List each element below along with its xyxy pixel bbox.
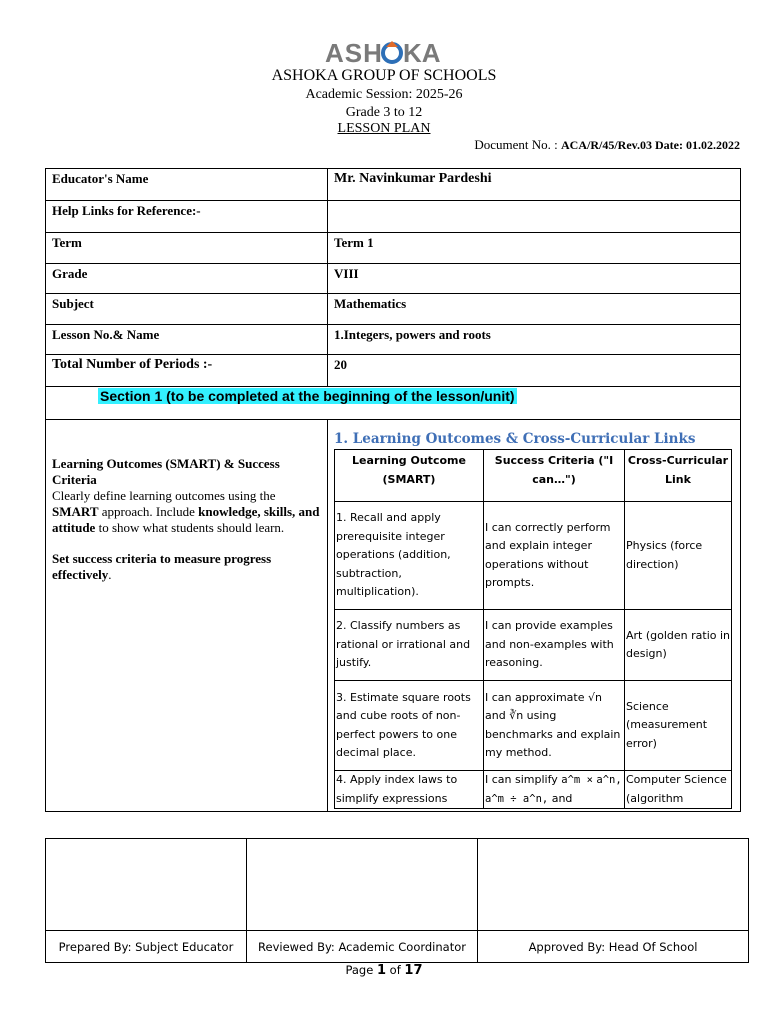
lesson-value: 1.Integers, powers and roots [328, 325, 741, 355]
link-cell: Art (golden ratio in design) [625, 610, 732, 681]
page-number: Page 1 of 17 [345, 963, 423, 978]
periods-value: 20 [328, 355, 741, 387]
criteria-cell: I can simplify a^m × a^n, a^m ÷ a^n, and [484, 771, 625, 809]
outcomes-heading: 1. Learning Outcomes & Cross-Curricular Links [334, 431, 696, 447]
educator-label: Educator's Name [46, 169, 328, 201]
outcome-cell: 1. Recall and apply prerequisite integer operations (addition, subtraction, multiplication). [335, 502, 484, 610]
table-row [46, 201, 741, 233]
document-number-label: Document No. : [474, 137, 558, 152]
table-row [335, 610, 732, 681]
table-row [46, 169, 741, 201]
approved-signature-box [478, 839, 749, 931]
table-row [46, 325, 741, 355]
reviewed-signature-box [247, 839, 478, 931]
outcomes-table-cell [328, 420, 741, 812]
svg-text:KA: KA [403, 40, 441, 66]
signature-row [46, 839, 749, 931]
term-value: Term 1 [328, 233, 741, 264]
link-cell: Physics (force direction) [625, 502, 732, 610]
grade-label: Grade [46, 264, 328, 294]
criteria-cell: I can provide examples and non-examples with reasoning. [484, 610, 625, 681]
table-row [46, 355, 741, 387]
document-type: LESSON PLAN [337, 121, 431, 136]
learning-outcomes-table [334, 449, 732, 809]
prepared-signature-box [46, 839, 247, 931]
table-row [46, 294, 741, 325]
lesson-label: Lesson No.& Name [46, 325, 328, 355]
document-number-value: ACA/R/45/Rev.03 Date: 01.02.2022 [561, 138, 740, 152]
table-row [335, 502, 732, 610]
reviewed-by-label: Reviewed By: Academic Coordinator [247, 931, 478, 963]
table-row [335, 681, 732, 771]
table-row [46, 264, 741, 294]
criteria-cell: I can correctly perform and explain integer operations without prompts. [484, 502, 625, 610]
table-row [46, 387, 741, 420]
grade-range: Grade 3 to 12 [345, 105, 423, 120]
outcome-cell: 3. Estimate square roots and cube roots of non-perfect powers to one decimal place. [335, 681, 484, 771]
link-cell: Science (measurement error) [625, 681, 732, 771]
table-row [46, 233, 741, 264]
outcomes-description-cell [46, 420, 328, 812]
column-header-outcome: Learning Outcome (SMART) [335, 450, 484, 502]
term-label: Term [46, 233, 328, 264]
subject-label: Subject [46, 294, 328, 325]
outcomes-instructions: Clearly define learning outcomes using the SMART approach. Include knowledge, skills, and attitude to show what students should learn. [52, 488, 320, 535]
lesson-info-table [45, 168, 741, 812]
school-name: ASHOKA GROUP OF SCHOOLS [271, 67, 497, 84]
section-1-title: Section 1 (to be completed at the beginning of the lesson/unit) [100, 388, 515, 404]
grade-value: VIII [328, 264, 741, 294]
outcome-cell: 4. Apply index laws to simplify expressions [335, 771, 484, 809]
academic-session: Academic Session: 2025-26 [305, 87, 463, 102]
criteria-cell: I can approximate √n and ∛n using benchmarks and explain my method. [484, 681, 625, 771]
outcome-cell: 2. Classify numbers as rational or irrational and justify. [335, 610, 484, 681]
link-cell: Computer Science (algorithm [625, 771, 732, 809]
table-row [46, 420, 741, 812]
educator-value: Mr. Navinkumar Pardeshi [328, 169, 741, 201]
periods-label: Total Number of Periods :- [46, 355, 328, 387]
approved-by-label: Approved By: Head Of School [478, 931, 749, 963]
subject-value: Mathematics [328, 294, 741, 325]
prepared-by-label: Prepared By: Subject Educator [46, 931, 247, 963]
signature-label-row [46, 931, 749, 963]
svg-text:ASH: ASH [325, 40, 383, 66]
signoff-table [45, 838, 749, 963]
outcomes-title: Learning Outcomes (SMART) & Success Criteria [52, 456, 280, 487]
column-header-criteria: Success Criteria ("I can…") [484, 450, 625, 502]
column-header-link: Cross-Curricular Link [625, 450, 732, 502]
document-number [474, 137, 740, 153]
help-links-label: Help Links for Reference:- [46, 201, 328, 233]
help-links-value [328, 201, 741, 233]
success-criteria-instruction: Set success criteria to measure progress effectively. [52, 551, 272, 582]
table-row [335, 771, 732, 809]
section-1-cell [46, 387, 741, 420]
